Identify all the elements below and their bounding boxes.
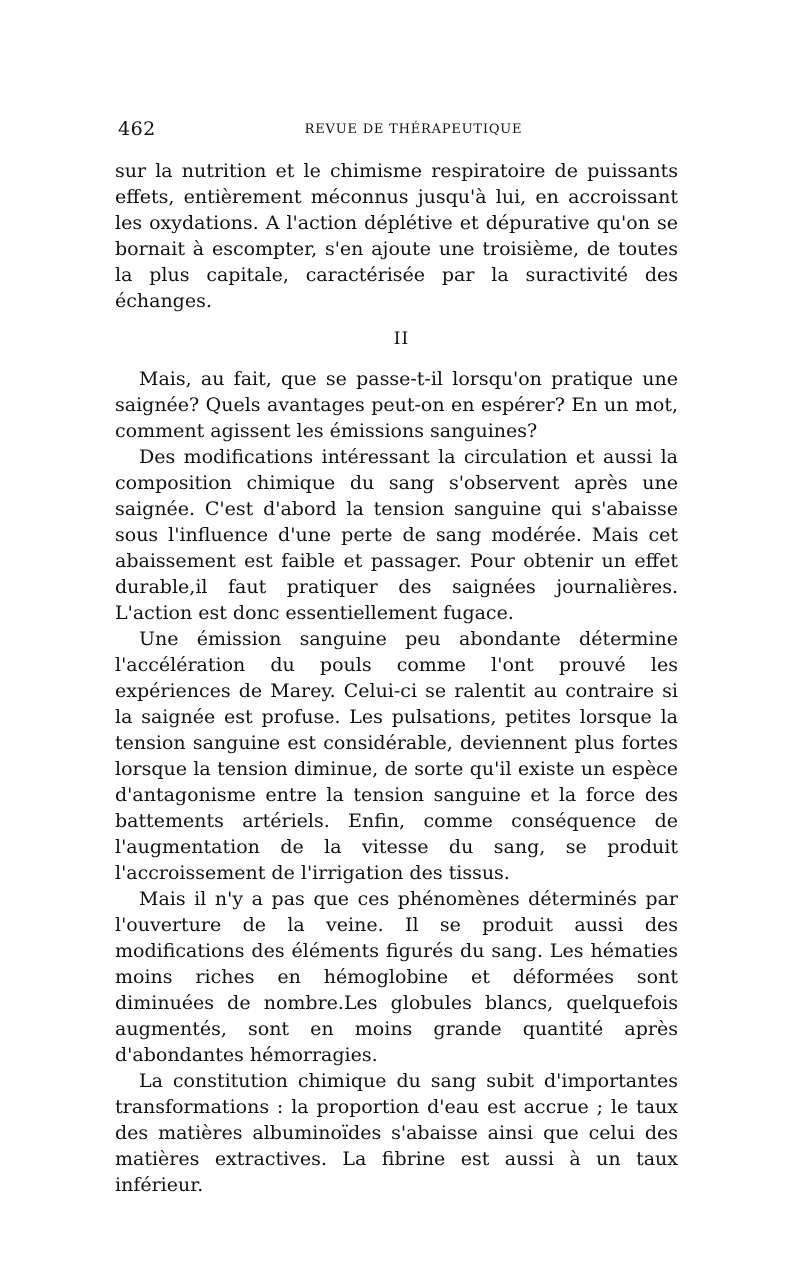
book-page [115,118,678,1198]
section-heading: II [393,329,410,349]
running-title: REVUE DE THÉRAPEUTIQUE [304,122,523,137]
paragraph: Des modifications intéressant la circulation et aussi la composition chimique du sang s'observent après une saignée. C'est d'abord la tension sanguine qui s'abaisse sous l'influence d'une perte de sang modérée. Mais cet abaissement est faible et passager. Pour obtenir un effet durable,il faut pratiquer des saignées journalières. L'action est donc essentiellement fugace. [115,446,678,624]
paragraph: Mais, au fait, que se passe-t-il lorsqu'on pratique une saignée? Quels avantages peut-on en espérer? En un mot, comment agissent les émissions sanguines? [115,368,678,442]
paragraph: Une émission sanguine peu abondante détermine l'accélération du pouls comme l'ont prouvé les expériences de Marey. Celui-ci se ralentit au contraire si la saignée est profuse. Les pulsations, petites lorsque la tension sanguine est considérable, deviennent plus fortes lorsque la tension diminue, de sorte qu'il existe un espèce d'antagonisme entre la tension sanguine et la force des battements artériels. Enfin, comme conséquence de l'augmentation de la vitesse du sang, se produit l'accroissement de l'irrigation des tissus. [115,628,678,884]
page-number: 462 [118,118,156,140]
paragraph: Mais il n'y a pas que ces phénomènes déterminés par l'ouverture de la veine. Il se produit aussi des modifications des éléments figurés du sang. Les hématies moins riches en hémoglobine et déformées sont diminuées de nombre.Les globules blancs, quelquefois augmentés, sont en moins grande quantité après d'abondantes hémorragies. [115,888,678,1066]
body-text [115,158,678,1198]
paragraph: La constitution chimique du sang subit d'importantes transformations : la proportion d'eau est accrue ; le taux des matières albuminoïdes s'abaisse ainsi que celui des matières extractives. La fibrine est aussi à un taux inférieur. [115,1070,678,1196]
running-head [115,118,678,144]
paragraph-continued: sur la nutrition et le chimisme respiratoire de puissants effets, entièrement méconnus jusqu'à lui, en accroissant les oxydations. A l'action déplétive et dépurative qu'on se bornait à escompter, s'en ajoute une troisième, de toutes la plus capitale, caractérisée par la suractivité des échanges. [115,160,678,312]
